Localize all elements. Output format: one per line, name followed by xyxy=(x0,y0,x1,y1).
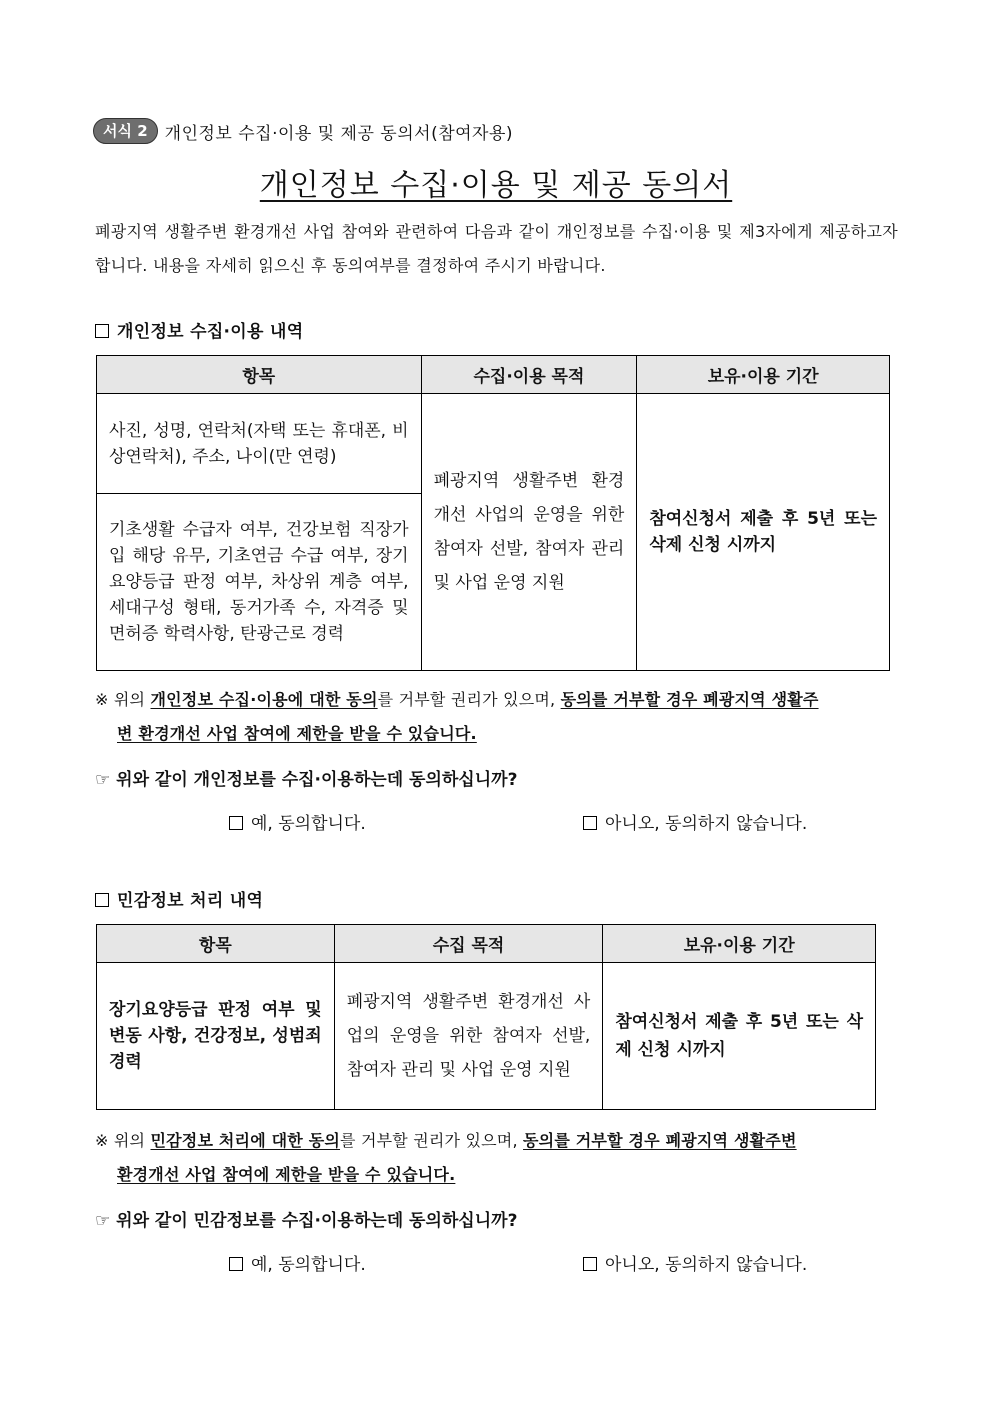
document-title xyxy=(0,160,992,204)
table-row xyxy=(97,963,876,1110)
notice-text: 위의 xyxy=(108,1131,151,1150)
square-bullet-icon xyxy=(95,324,109,338)
sensitive-info-question: ☞ 위와 같이 민감정보를 수집·이용하는데 동의하십니까? xyxy=(95,1211,518,1231)
sensitive-info-yes-option[interactable] xyxy=(229,1250,366,1275)
notice-emphasis: 변 환경개선 사업 참여에 제한을 받을 수 있습니다. xyxy=(117,724,477,743)
item-basic-info: 사진, 성명, 연락처(자택 또는 휴대폰, 비상연락처), 주소, 나이(만 연령) xyxy=(97,394,422,494)
section-sensitive-info-heading xyxy=(95,886,263,911)
notice-text: 위의 xyxy=(108,690,151,709)
form-label xyxy=(93,118,513,144)
sensitive-purpose-cell: 폐광지역 생활주변 환경개선 사업의 운영을 위한 참여자 선발, 참여자 관리 및 사업 운영 지원 xyxy=(334,963,603,1110)
notice-emphasis: 환경개선 사업 참여에 제한을 받을 수 있습니다. xyxy=(117,1165,456,1184)
checkbox-icon[interactable] xyxy=(583,816,597,830)
personal-info-notice xyxy=(95,683,898,751)
sensitive-info-table xyxy=(96,924,876,1110)
notice-emphasis: 민감정보 처리에 대한 동의 xyxy=(150,1131,341,1150)
personal-info-yes-option[interactable] xyxy=(229,809,366,834)
intro-paragraph: 폐광지역 생활주변 환경개선 사업 참여와 관련하여 다음과 같이 개인정보를 수집·이용 및 제3자에게 제공하고자 합니다. 내용을 자세히 읽으신 후 동의여부를 결정하여 주시기 바랍니다. xyxy=(95,222,898,275)
period-cell: 참여신청서 제출 후 5년 또는 삭제 신청 시까지 xyxy=(637,394,890,671)
personal-info-no-option[interactable] xyxy=(583,809,807,834)
notice-emphasis: 동의를 거부할 경우 폐광지역 생활주변 xyxy=(523,1131,797,1150)
purpose-cell: 폐광지역 생활주변 환경개선 사업의 운영을 위한 참여자 선발, 참여자 관리 및 사업 운영 지원 xyxy=(421,394,637,671)
personal-info-table xyxy=(96,355,890,671)
item-eligibility-info: 기초생활 수급자 여부, 건강보험 직장가입 해당 유무, 기초연금 수급 여부, 장기요양등급 판정 여부, 차상위 계층 여부, 세대구성 형태, 동거가족 수, 자격증 및 면허증 학력사항, 탄광근로 경력 xyxy=(97,494,422,671)
notice-emphasis: 동의를 거부할 경우 폐광지역 생활주 xyxy=(560,690,819,709)
header-purpose: 수집·이용 목적 xyxy=(421,356,637,394)
option-label: 아니오, 동의하지 않습니다. xyxy=(605,1255,808,1275)
notice-mark: ※ xyxy=(95,1131,109,1150)
notice-emphasis: 개인정보 수집·이용에 대한 동의 xyxy=(150,690,378,709)
header-period: 보유·이용 기간 xyxy=(603,925,876,963)
notice-text: 를 거부할 권리가 있으며, xyxy=(377,690,561,709)
section-personal-info-title: 개인정보 수집·이용 내역 xyxy=(117,322,304,342)
form-number-badge: 서식 2 xyxy=(93,118,158,144)
checkbox-icon[interactable] xyxy=(583,1257,597,1271)
personal-info-question: ☞ 위와 같이 개인정보를 수집·이용하는데 동의하십니까? xyxy=(95,770,518,790)
document-title-text: 개인정보 수집·이용 및 제공 동의서 xyxy=(259,168,733,203)
section-personal-info-heading xyxy=(95,317,303,342)
header-item: 항목 xyxy=(97,925,335,963)
table-header-row xyxy=(97,925,876,963)
sensitive-info-notice xyxy=(95,1124,898,1192)
section-sensitive-info-title: 민감정보 처리 내역 xyxy=(117,891,264,911)
checkbox-icon[interactable] xyxy=(229,1257,243,1271)
header-item: 항목 xyxy=(97,356,422,394)
notice-mark: ※ xyxy=(95,690,109,709)
header-period: 보유·이용 기간 xyxy=(637,356,890,394)
sensitive-info-no-option[interactable] xyxy=(583,1250,807,1275)
checkbox-icon[interactable] xyxy=(229,816,243,830)
option-label: 예, 동의합니다. xyxy=(251,1255,366,1275)
option-label: 예, 동의합니다. xyxy=(251,814,366,834)
square-bullet-icon xyxy=(95,893,109,907)
header-purpose: 수집 목적 xyxy=(334,925,603,963)
sensitive-period-cell: 참여신청서 제출 후 5년 또는 삭제 신청 시까지 xyxy=(603,963,876,1110)
table-header-row xyxy=(97,356,890,394)
notice-text: 를 거부할 권리가 있으며, xyxy=(340,1131,524,1150)
sensitive-item-cell: 장기요양등급 판정 여부 및 변동 사항, 건강정보, 성범죄경력 xyxy=(97,963,335,1110)
form-caption: 개인정보 수집·이용 및 제공 동의서(참여자용) xyxy=(164,123,514,144)
table-row xyxy=(97,394,890,494)
option-label: 아니오, 동의하지 않습니다. xyxy=(605,814,808,834)
